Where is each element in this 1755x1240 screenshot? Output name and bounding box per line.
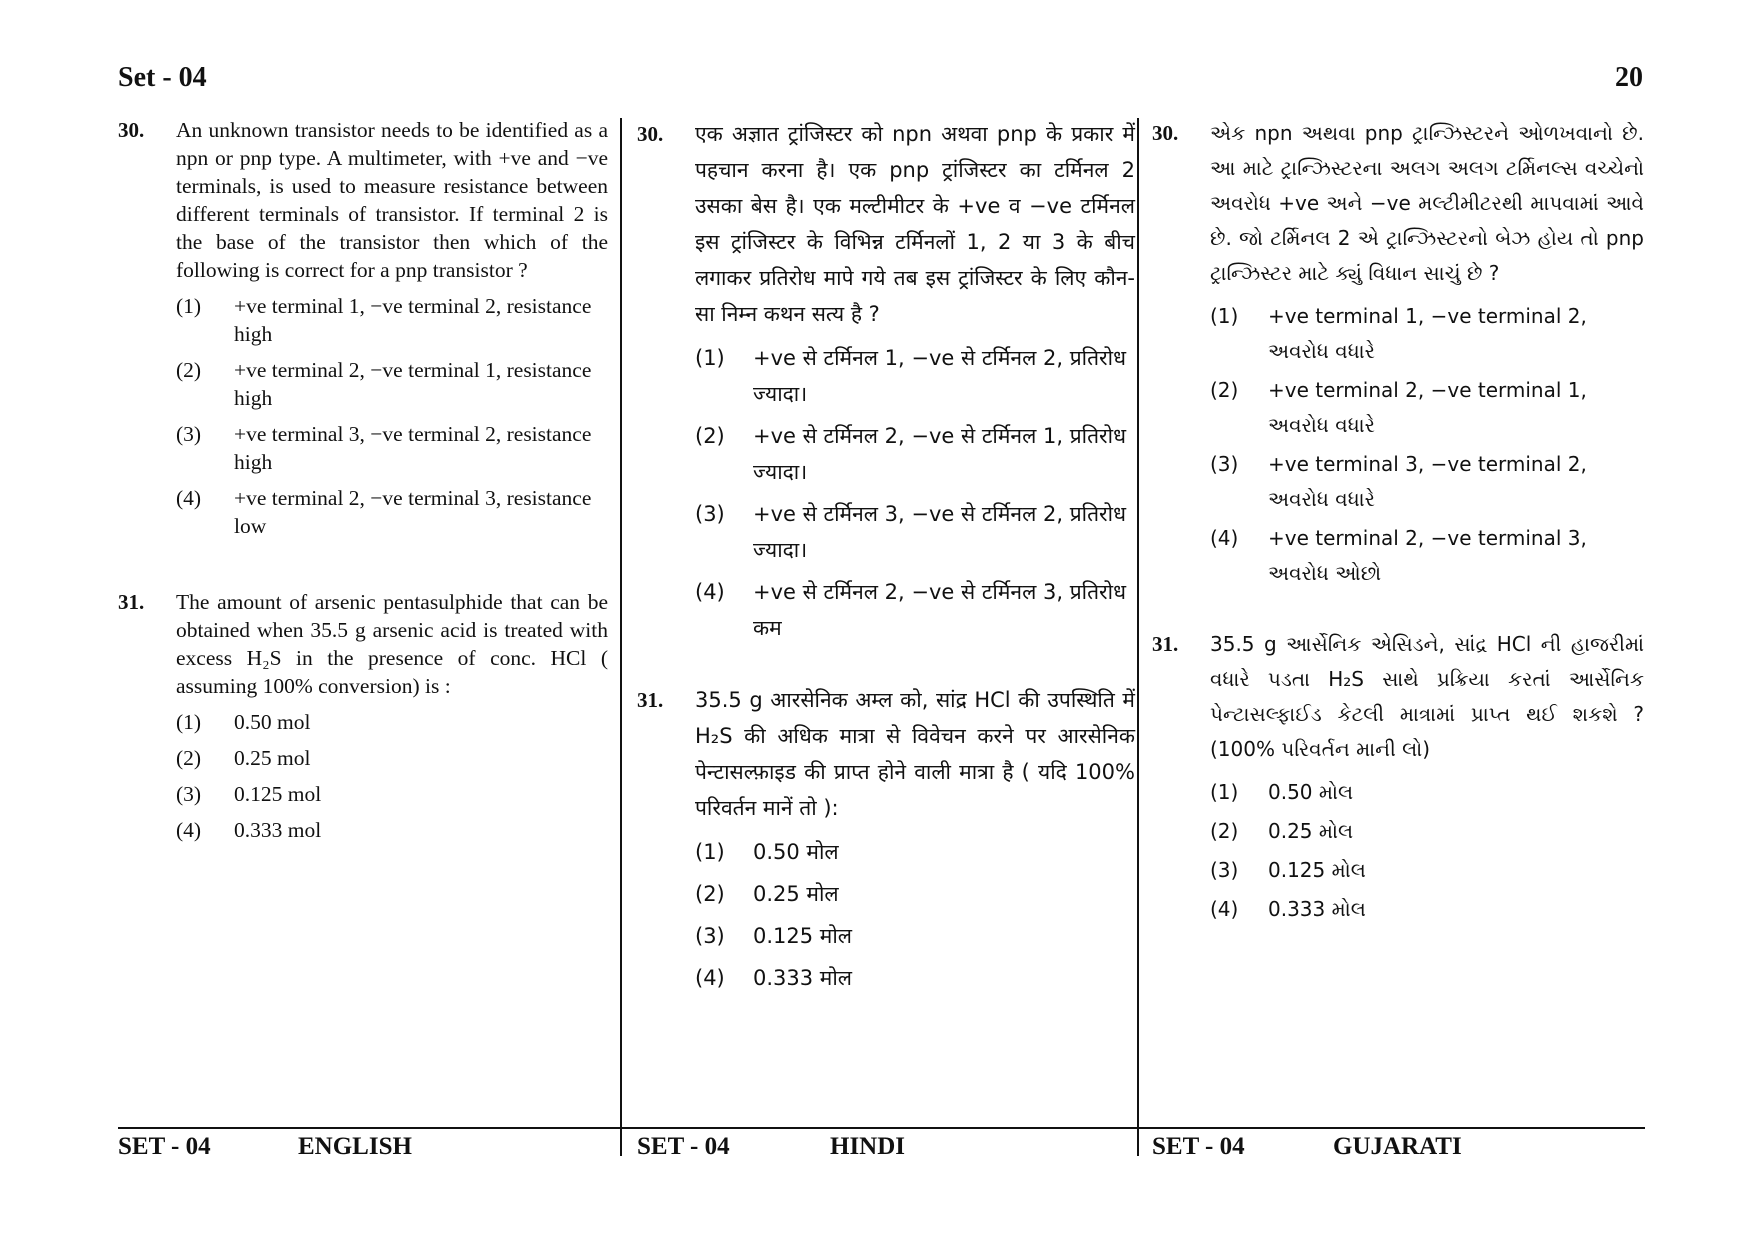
option-item [695,918,1135,954]
option-item [176,484,608,540]
option-number: (1) [176,710,202,734]
option-list [695,340,1135,646]
footer-set-gujarati: SET - 04 [1152,1133,1245,1160]
option-text: +ve terminal 3, −ve terminal 2, અવરોધ વધારે [1268,452,1587,511]
option-item [695,876,1135,912]
footer-set-english: SET - 04 [118,1133,211,1160]
page-number: 20 [1615,62,1643,93]
option-text: +ve terminal 2, −ve terminal 3, resistance low [234,486,592,538]
option-item [1210,447,1644,517]
question-text: An unknown transistor needs to be identified as a npn or pnp type. A multimeter, with +ve and −ve terminals, is used to measure resistance between different terminals of transistor. If terminal 2 is the base of the transistor then which of the following is correct for a pnp transistor ? [176,118,608,282]
option-list [176,292,608,540]
option-text: 0.25 मोल [753,882,839,906]
question-31-hindi [637,682,1135,996]
option-item [695,960,1135,996]
column-divider [1137,118,1139,1156]
option-item [1210,814,1644,849]
option-item [1210,892,1644,927]
option-list [1210,775,1644,927]
option-number: (4) [695,580,725,604]
option-number: (3) [695,924,725,948]
footer-lang-gujarati: GUJARATI [1333,1133,1462,1160]
question-number: 30. [1152,121,1179,145]
option-item [695,340,1135,412]
option-item [1210,775,1644,810]
option-text: 0.333 mol [234,818,322,842]
option-text: 0.50 મોલ [1268,780,1354,804]
option-item [176,420,608,476]
option-text: 0.25 મોલ [1268,819,1354,843]
option-number: (4) [695,966,725,990]
option-number: (3) [1210,858,1239,882]
option-number: (4) [176,486,202,510]
option-number: (1) [1210,304,1239,328]
question-text: એક npn અથવા pnp ટ્રાન્ઝિસ્ટરને ઓળખવાનો છે. આ માટે ટ્રાન્ઝિસ્ટરના અલગ અલગ ટર્મિનલ્સ વચ્ચેનો અવરોધ +ve અને −ve મલ્ટીમીટરથી માપવામાં આવે છે. જો ટર્મિનલ 2 એ ટ્રાન્ઝિસ્ટરનો બેઝ હોય તો pnp ટ્રાન્ઝિસ્ટર માટે ક્યું વિધાન સાચું છે ? [1210,121,1644,285]
question-text: 35.5 g आरसेनिक अम्ल को, सांद्र HCl की उपस्थिति में H₂S की अधिक मात्रा से विवेचन करने पर आरसेनिक पेन्टासल्फ़ाइड की प्राप्त होने वाली मात्रा है ( यदि 100% परिवर्तन मानें तो ): [695,688,1135,820]
option-item [176,780,608,808]
option-text: +ve terminal 2, −ve terminal 1, અવરોધ વધારે [1268,378,1587,437]
option-number: (2) [695,424,725,448]
option-number: (1) [176,294,202,318]
option-item [176,816,608,844]
option-number: (3) [176,782,202,806]
question-number: 31. [637,688,664,712]
option-list [176,708,608,844]
option-item [1210,373,1644,443]
set-label: Set - 04 [118,62,207,93]
option-item [176,744,608,772]
question-number: 31. [1152,632,1179,656]
hindi-column [637,116,1135,1026]
option-item [1210,521,1644,591]
option-item [1210,853,1644,888]
option-number: (2) [695,882,725,906]
option-item [695,418,1135,490]
option-text: 0.125 મોલ [1268,858,1366,882]
footer-set-hindi: SET - 04 [637,1133,730,1160]
question-text: एक अज्ञात ट्रांजिस्टर को npn अथवा pnp के प्रकार में पहचान करना है। एक pnp ट्रांजिस्टर का टर्मिनल 2 उसका बेस है। एक मल्टीमीटर के +ve व −ve टर्मिनल इस ट्रांजिस्टर के विभिन्न टर्मिनलों 1, 2 या 3 के बीच लगाकर प्रतिरोध मापे गये तब इस ट्रांजिस्टर के लिए कौन-सा निम्न कथन सत्य है ? [695,122,1136,326]
option-number: (3) [695,502,725,526]
page-header [118,62,1643,106]
option-item [176,292,608,348]
question-30-english [118,116,608,540]
footer-lang-hindi: HINDI [830,1133,906,1160]
question-text: 35.5 g આર્સેનિક એસિડને, સાંદ્ર HCl ની હાજરીમાં વધારે પડતા H₂S સાથે પ્રક્રિયા કરતાં આર્સેનિક પેન્ટાસલ્ફાઈડ કેટલી માત્રામાં પ્રાપ્ત થઈ શકશે ? (100% પરિવર્તન માની લો) [1210,632,1644,761]
option-number: (2) [176,746,202,770]
option-text: +ve से टर्मिनल 1, −ve से टर्मिनल 2, प्रतिरोध ज्यादा। [753,346,1127,406]
option-number: (1) [695,840,725,864]
option-item [695,574,1135,646]
question-31-english [118,588,608,844]
option-number: (2) [1210,819,1239,843]
gujarati-column [1152,116,1644,957]
option-number: (4) [176,818,202,842]
footer-lang-english: ENGLISH [298,1133,412,1160]
question-number: 30. [637,122,664,146]
option-text: 0.333 મોલ [1268,897,1366,921]
option-number: (3) [176,422,202,446]
option-text: +ve terminal 2, −ve terminal 3, અવરોધ ઓછો [1268,526,1587,585]
option-text: +ve से टर्मिनल 2, −ve से टर्मिनल 3, प्रतिरोध कम [753,580,1127,640]
option-number: (2) [176,358,202,382]
option-number: (1) [1210,780,1239,804]
option-text: 0.25 mol [234,746,311,770]
question-text: The amount of arsenic pentasulphide that can be obtained when 35.5 g arsenic acid is treated with excess H₂S in the presence of conc. HCl ( assuming 100% conversion) is : [176,590,608,698]
option-list [695,834,1135,996]
option-text: +ve terminal 3, −ve terminal 2, resistance high [234,422,592,474]
option-number: (3) [1210,452,1239,476]
option-text: 0.125 मोल [753,924,853,948]
option-item [176,356,608,412]
option-text: +ve terminal 1, −ve terminal 2, resistance high [234,294,592,346]
option-text: 0.333 मोल [753,966,853,990]
option-number: (4) [1210,526,1239,550]
option-number: (2) [1210,378,1239,402]
option-item [1210,299,1644,369]
question-30-hindi [637,116,1135,646]
english-column [118,116,608,874]
option-text: +ve terminal 1, −ve terminal 2, અવરોધ વધારે [1268,304,1587,363]
question-30-gujarati [1152,116,1644,591]
option-text: 0.50 मोल [753,840,839,864]
question-31-gujarati [1152,627,1644,927]
option-text: 0.125 mol [234,782,322,806]
option-text: +ve से टर्मिनल 2, −ve से टर्मिनल 1, प्रतिरोध ज्यादा। [753,424,1127,484]
option-text: 0.50 mol [234,710,311,734]
footer-rule [118,1127,1645,1129]
option-list [1210,299,1644,591]
option-item [176,708,608,736]
question-number: 31. [118,590,145,614]
option-number: (4) [1210,897,1239,921]
column-divider [620,118,622,1156]
option-number: (1) [695,346,725,370]
option-text: +ve terminal 2, −ve terminal 1, resistance high [234,358,592,410]
option-item [695,496,1135,568]
option-item [695,834,1135,870]
question-number: 30. [118,118,145,142]
option-text: +ve से टर्मिनल 3, −ve से टर्मिनल 2, प्रतिरोध ज्यादा। [753,502,1127,562]
